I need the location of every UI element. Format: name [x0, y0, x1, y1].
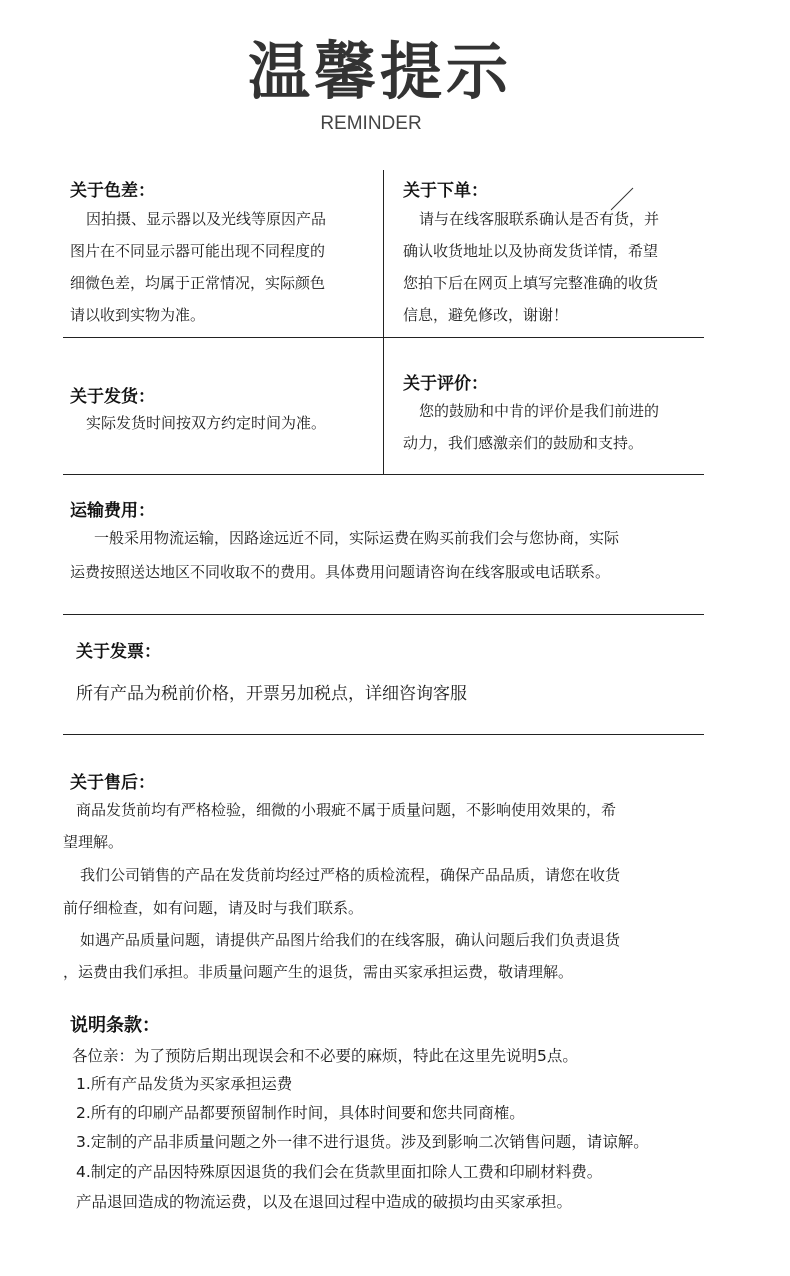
terms-line-6: 产品退回造成的物流运费，以及在退回过程中造成的破损均由买家承担。 — [76, 1193, 573, 1211]
review-heading: 关于评价： — [403, 374, 488, 394]
after-sales-line-6: ，运费由我们承担。非质量问题产生的退货，需由买家承担运费，敬请理解。 — [63, 963, 574, 981]
terms-line-2: 1.所有产品发货为买家承担运费 — [76, 1075, 293, 1093]
divider-row-1 — [63, 337, 704, 338]
divider-invoice — [63, 734, 704, 735]
after-sales-line-5: 如遇产品质量问题，请提供产品图片给我们的在线客服，确认问题后我们负责退货 — [80, 931, 621, 949]
after-sales-line-2: 望理解。 — [63, 833, 124, 851]
ordering-line-4: 信息，避免修改，谢谢！ — [403, 306, 569, 324]
review-line-2: 动力，我们感激亲们的鼓励和支持。 — [403, 434, 644, 452]
review-line-1: 您的鼓励和中肯的评价是我们前进的 — [419, 402, 660, 420]
divider-row-2 — [63, 474, 704, 475]
invoice-line-1: 所有产品为税前价格，开票另加税点，详细咨询客服 — [76, 684, 467, 704]
ordering-heading: 关于下单： — [403, 181, 488, 201]
after-sales-line-3: 我们公司销售的产品在发货前均经过严格的质检流程，确保产品品质，请您在收货 — [80, 866, 621, 884]
terms-line-1: 各位亲：为了预防后期出现误会和不必要的麻烦，特此在这里先说明5点。 — [72, 1047, 578, 1065]
shipping-line-1: 实际发货时间按双方约定时间为准。 — [86, 414, 327, 432]
after-sales-line-1: 商品发货前均有严格检验，细微的小瑕疵不属于质量问题，不影响使用效果的，希 — [76, 801, 617, 819]
color-diff-line-3: 细微色差，均属于正常情况，实际颜色 — [70, 274, 326, 292]
page-subtitle: REMINDER — [320, 113, 422, 134]
ordering-line-2: 确认收货地址以及协商发货详情，希望 — [403, 242, 659, 260]
color-diff-line-4: 请以收到实物为准。 — [70, 306, 206, 324]
page-title: 温馨提示 — [247, 35, 512, 108]
freight-line-2: 运费按照送达地区不同收取不的费用。具体费用问题请咨询在线客服或电话联系。 — [70, 563, 611, 581]
terms-heading: 说明条款： — [70, 1015, 160, 1036]
color-diff-line-2: 图片在不同显示器可能出现不同程度的 — [70, 242, 326, 260]
ordering-line-3: 您拍下后在网页上填写完整准确的收货 — [403, 274, 659, 292]
color-diff-heading: 关于色差： — [70, 181, 155, 201]
freight-heading: 运输费用： — [70, 501, 155, 521]
ordering-line-1: 请与在线客服联系确认是否有货，并 — [419, 210, 660, 228]
terms-line-5: 4.制定的产品因特殊原因退货的我们会在货款里面扣除人工费和印刷材料费。 — [76, 1163, 603, 1181]
invoice-heading: 关于发票： — [76, 642, 161, 662]
after-sales-line-4: 前仔细检查，如有问题，请及时与我们联系。 — [63, 899, 364, 917]
column-divider — [383, 170, 384, 474]
freight-line-1: 一般采用物流运输，因路途远近不同，实际运费在购买前我们会与您协商，实际 — [94, 529, 620, 547]
divider-freight — [63, 614, 704, 615]
after-sales-heading: 关于售后： — [70, 773, 155, 793]
terms-line-4: 3.定制的产品非质量问题之外一律不进行退货。涉及到影响二次销售问题，请谅解。 — [76, 1133, 649, 1151]
shipping-heading: 关于发货： — [70, 387, 155, 407]
color-diff-line-1: 因拍摄、显示器以及光线等原因产品 — [86, 210, 327, 228]
terms-line-3: 2.所有的印刷产品都要预留制作时间，具体时间要和您共同商榷。 — [76, 1104, 525, 1122]
